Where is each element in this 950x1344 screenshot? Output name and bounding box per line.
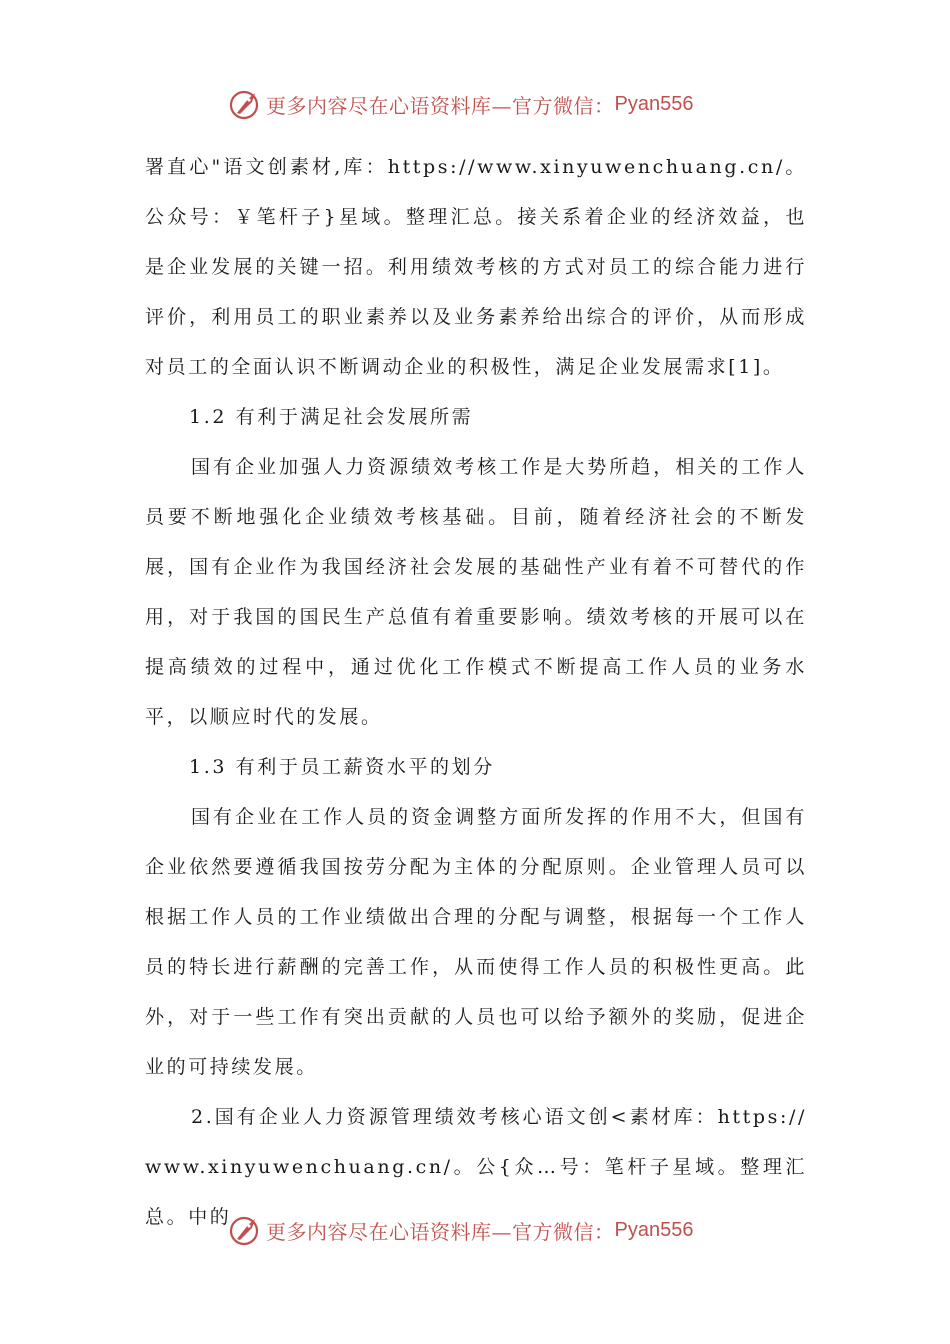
- banner-wechat-id: Pyan556: [614, 1218, 694, 1241]
- paragraph: 国有企业在工作人员的资金调整方面所发挥的作用不大，但国有企业依然要遵循我国按劳分配为主体的分配原则。企业管理人员可以根据工作人员的工作业绩做出合理的分配与调整，根据每一个工作人员的特长进行薪酬的完善工作，从而使得工作人员的积极性更高。此外，对于一些工作有突出贡献的人员也可以给予额外的奖励，促进企业的可持续发展。: [145, 806, 807, 1078]
- banner-text: 更多内容尽在心语资料库—官方微信：: [266, 1219, 615, 1244]
- banner-wechat-id: Pyan556: [614, 92, 694, 115]
- paragraph: 署直心"语文创素材,库：https://www.xinyuwenchuang.cn/。公众号：￥笔杆子}星域。整理汇总。接关系着企业的经济效益，也是企业发展的关键一招。利用绩效考核的方式对员工的综合能力进行评价，利用员工的职业素养以及业务素养给出综合的评价，从而形成对员工的全面认识不断调动企业的积极性，满足企业发展需求[1]。: [145, 156, 807, 378]
- paragraph: 2.国有企业人力资源管理绩效考核心语文创<素材库：https://www.xinyuwenchuang.cn/。公{众…号：笔杆子星域。整理汇总。中的: [145, 1106, 807, 1228]
- pen-nib-logo-icon: [228, 1213, 262, 1247]
- document-body: [145, 142, 807, 1242]
- section-heading-1-3: 1.3 有利于员工薪资水平的划分: [189, 756, 495, 778]
- header-banner: [228, 84, 693, 124]
- banner-text: 更多内容尽在心语资料库—官方微信：: [266, 93, 615, 118]
- paragraph: 国有企业加强人力资源绩效考核工作是大势所趋，相关的工作人员要不断地强化企业绩效考核基础。目前，随着经济社会的不断发展，国有企业作为我国经济社会发展的基础性产业有着不可替代的作用，对于我国的国民生产总值有着重要影响。绩效考核的开展可以在提高绩效的过程中，通过优化工作模式不断提高工作人员的业务水平，以顺应时代的发展。: [145, 456, 807, 728]
- pen-nib-logo-icon: [228, 87, 262, 121]
- section-heading-1-2: 1.2 有利于满足社会发展所需: [189, 406, 474, 428]
- footer-banner: [228, 1210, 693, 1250]
